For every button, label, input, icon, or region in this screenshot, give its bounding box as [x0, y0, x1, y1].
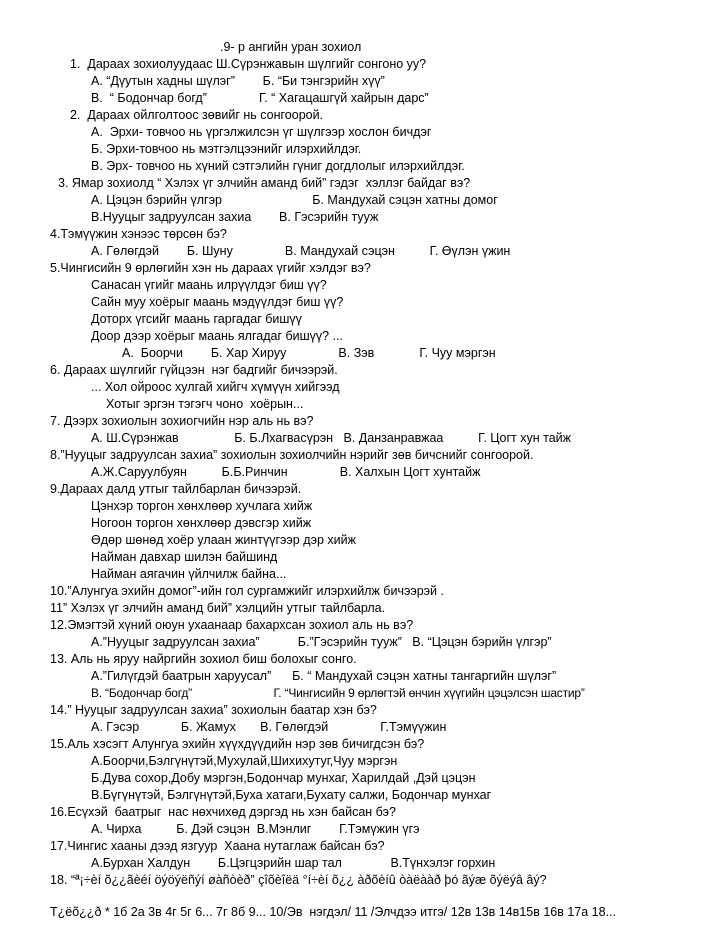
poem-line: Санасан үгийг маань илрүүлдэг биш үү?: [91, 278, 327, 292]
answer-line: А. Боорчи Б. Хар Хируу В. Зэв Г. Чуу мэргэн: [122, 346, 496, 360]
question-7: 7. Дээрх зохиолын зохиогчийн нэр аль нь вэ?: [50, 414, 314, 428]
poem-line: Сайн муу хоёрыг маань мэдүүлдэг биш үү?: [91, 295, 344, 309]
question-4: 4.Тэмүүжин хэнээс төрсөн бэ?: [50, 227, 227, 241]
poem-line: Хотыг эргэн тэгэгч чоно хоёрын...: [106, 397, 304, 411]
document-title: .9- р ангийн уран зохиол: [220, 40, 362, 54]
answer-line: Б.Дува сохор,Добу мэргэн,Бодончар мунхаг, Харилдай ,Дэй цэцэн: [91, 771, 476, 785]
answer-line: Б. Эрхи-товчоо нь мэтгэлцээнийг илэрхийлдэг.: [91, 142, 362, 156]
answer-line: А. Гөлөгдэй Б. Шуну В. Мандухай сэцэн Г. Өүлэн үжин: [91, 244, 511, 258]
poem-line: Цэнхэр торгон хөнхлөөр хучлага хийж: [91, 499, 313, 513]
poem-line: Найман давхар шилэн байшинд: [91, 550, 278, 564]
answer-line: В.Бүгүнүтэй, Бэлгүнүтэй,Буха хатаги,Бухату салжи, Бодончар мунхаг: [91, 788, 492, 802]
answer-line: А.Ж.Саруулбуян Б.Б.Ринчин В. Халхын Цогт хунтайж: [91, 465, 481, 479]
question-2: 2. Дараах ойлголтоос зөвийг нь сонгоорой.: [70, 108, 324, 122]
poem-line: Доторх үгсийг маань гаргадаг бишүү: [91, 312, 302, 326]
answer-line: А. Эрхи- товчоо нь үргэлжилсэн үг шүлгээр хослон бичдэг: [91, 125, 432, 139]
answer-line: А. Гэсэр Б. Жамух В. Гөлөгдэй Г.Тэмүүжин: [91, 720, 447, 734]
question-12: 12.Эмэгтэй хүний оюун ухаанаар бахархсан зохиол аль нь вэ?: [50, 618, 414, 632]
question-14: 14.” Нууцыг задруулсан захиа” зохиолын баатар хэн бэ?: [50, 703, 377, 717]
question-5: 5.Чингисийн 9 өрлөгийн хэн нь дараах үгийг хэлдэг вэ?: [50, 261, 371, 275]
answer-line: А.”Гилүгдэй баатрын харуусал” Б. “ Мандухай сэцэн хатны тангаргийн шүлэг”: [91, 669, 557, 683]
question-13: 13. Аль нь яруу найргийн зохиол биш болохыг сонго.: [50, 652, 357, 666]
answer-line: В.Нууцыг задруулсан захиа В. Гэсэрийн тууж: [91, 210, 379, 224]
question-10: 10.”Алунгуа эхийн домог”-ийн гол сургамжийг илэрхийлж бичээрэй .: [50, 584, 444, 598]
answer-line: А.Бурхан Халдун Б.Цэгцэрийн шар тал В.Түнхэлэг горхин: [91, 856, 496, 870]
question-3: 3. Ямар зохиолд “ Хэлэх үг элчийн аманд бий” гэдэг хэллэг байдаг вэ?: [58, 176, 471, 190]
poem-line: Найман аягачин үйлчилж байна...: [91, 567, 287, 581]
question-16: 16.Есүхэй баатрыг нас нөхчихөд дэргэд нь хэн байсан бэ?: [50, 805, 396, 819]
answer-line: А. Ш.Сүрэнжав Б. Б.Лхагвасүрэн В. Данзанравжаа Г. Цогт хун тайж: [91, 431, 571, 445]
question-8: 8.”Нууцыг задруулсан захиа” зохиолын зохиолчийн нэрийг зөв бичснийг сонгоорой.: [50, 448, 534, 462]
poem-line: Өдөр шөнөд хоёр улаан жинтүүгээр дэр хийж: [91, 533, 357, 547]
poem-line: Ногоон торгон хөнхлөөр дэвсгэр хийж: [91, 516, 312, 530]
question-15: 15.Аль хэсэгт Алунгуа эхийн хүүхдүүдийн нэр зөв бичигдсэн бэ?: [50, 737, 425, 751]
answer-line: А. “Дүутын хадны шүлэг” Б. “Би тэнгэрийн хүү”: [91, 74, 385, 88]
question-18: 18. “ª¡÷èí õ¿¿ãèéí öýöýëñýí øàñòèð” çîõèîëä °í÷èí õ¿¿ àðõèíû òàëààð þó ãýæ õýëýâ âý?: [50, 873, 547, 887]
answer-key-footer: Т¿ëõ¿¿ð * 1б 2а 3в 4г 5г 6... 7г 8б 9... 10/Эв нэгдэл/ 11 /Элчдээ итгэ/ 12в 13в 14в15в 16в 17а 18...: [50, 905, 617, 919]
answer-line: А.Боорчи,Бэлгүнүтэй,Мухулай,Шихихутуг,Чуу мэргэн: [91, 754, 398, 768]
answer-line: В. “Бодончар богд” Г. “Чингисийн 9 өрлөгтэй өнчин хүүгийн цэцэлсэн шастир”: [91, 686, 585, 700]
answer-line: В. “ Бодончар богд” Г. “ Хагацашгүй хайрын дарс”: [91, 91, 429, 105]
question-1: 1. Дараах зохиолуудаас Ш.Сүрэнжавын шүлгийг сонгоно уу?: [70, 57, 427, 71]
question-6: 6. Дараах шүлгийг гүйцээн нэг бадгийг бичээрэй.: [50, 363, 338, 377]
answer-line: В. Эрх- товчоо нь хүний сэтгэлийн гүниг догдлолыг илэрхийлдэг.: [91, 159, 465, 173]
poem-line: ... Хол ойроос хулгай хийгч хүмүүн хийгээд: [91, 380, 340, 394]
question-9: 9.Дараах далд утгыг тайлбарлан бичээрэй.: [50, 482, 302, 496]
poem-line: Доор дээр хоёрыг маань ялгадаг бишүү? ...: [91, 329, 344, 343]
answer-line: А.”Нууцыг задруулсан захиа” Б.”Гэсэрийн тууж” В. “Цэцэн бэрийн үлгэр”: [91, 635, 552, 649]
answer-line: А. Чирха Б. Дэй сэцэн В.Мэнлиг Г.Тэмүжин үгэ: [91, 822, 420, 836]
question-17: 17.Чингис хааны дээд язгуур Хаана нутаглаж байсан бэ?: [50, 839, 385, 853]
question-11: 11” Хэлэх үг элчийн аманд бий” хэлцийн утгыг тайлбарла.: [50, 601, 386, 615]
answer-line: А. Цэцэн бэрийн үлгэр Б. Мандухай сэцэн хатны домог: [91, 193, 498, 207]
